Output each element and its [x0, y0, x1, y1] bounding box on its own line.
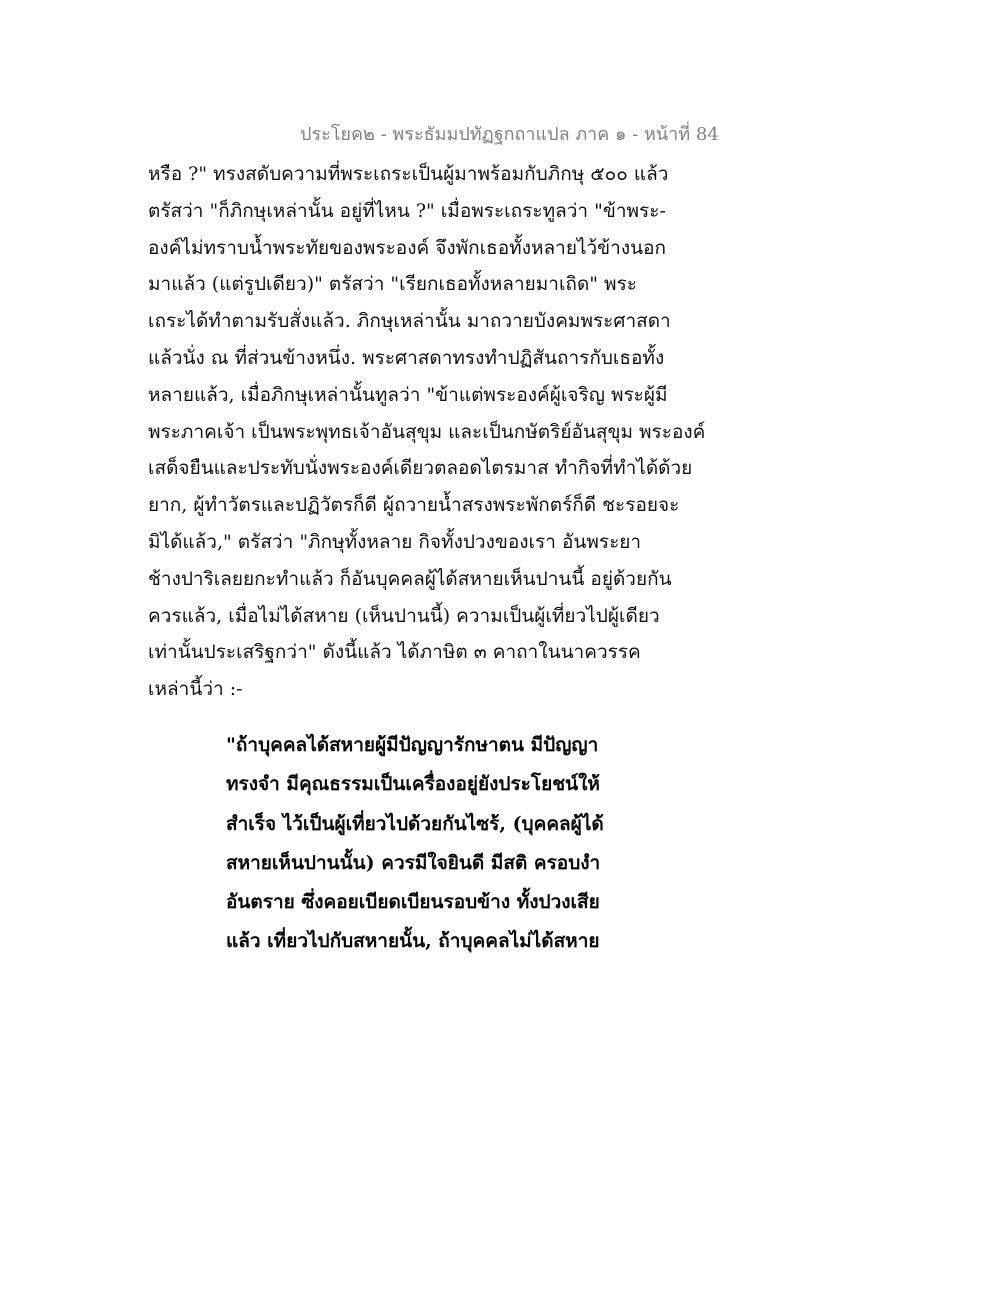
- verse-line: "ถ้าบุคคลได้สหายผู้มีปัญญารักษาตน มีปัญญา: [226, 734, 599, 756]
- body-line: ตรัสว่า "ก็ภิกษุเหล่านั้น อยู่ที่ไหน ?" เมื่อพระเถระทูลว่า "ข้าพระ-: [148, 199, 666, 222]
- body-line: มิได้แล้ว," ตรัสว่า "ภิกษุทั้งหลาย กิจทั้งปวงของเรา อันพระยา: [148, 530, 642, 553]
- body-line: ควรแล้ว, เมื่อไม่ได้สหาย (เห็นปานนี้) ความเป็นผู้เที่ยวไปผู้เดียว: [148, 604, 660, 627]
- running-header: ประโยค๒ - พระธัมมปทัฏฐกถาแปล ภาค ๑ - หน้าที่ 84: [300, 124, 719, 145]
- body-line: ยาก, ผู้ทำวัตรและปฏิวัตรก็ดี ผู้ถวายน้ำสรงพระพักตร์ก็ดี ชะรอยจะ: [148, 494, 680, 517]
- body-line: มาแล้ว (แต่รูปเดียว)" ตรัสว่า "เรียกเธอทั้งหลายมาเถิด" พระ: [148, 273, 637, 296]
- body-line: หรือ ?" ทรงสดับความที่พระเถระเป็นผู้มาพร้อมกับภิกษุ ๕๐๐ แล้ว: [148, 163, 669, 185]
- verse-line: อันตราย ซึ่งคอยเบียดเบียนรอบข้าง ทั้งปวงเสีย: [226, 891, 600, 914]
- verse-line: สหายเห็นปานนั้น) ควรมีใจยินดี มีสติ ครอบงำ: [226, 851, 601, 874]
- verse-block: [226, 726, 626, 962]
- body-line: หลายแล้ว, เมื่อภิกษุเหล่านั้นทูลว่า "ข้าแต่พระองค์ผู้เจริญ พระผู้มี: [148, 383, 668, 406]
- body-line: องค์ไม่ทราบน้ำพระทัยของพระองค์ จึงพักเธอทั้งหลายไว้ข้างนอก: [148, 236, 667, 259]
- body-line: แล้วนั่ง ณ ที่ส่วนข้างหนึ่ง. พระศาสดาทรงทำปฏิสันถารกับเธอทั้ง: [148, 346, 665, 369]
- body-line: เหล่านี้ว่า :-: [148, 678, 243, 701]
- body-line: เสด็จยืนและประทับนั่งพระองค์เดียวตลอดไตรมาส ทำกิจที่ทำได้ด้วย: [148, 457, 693, 480]
- body-paragraph: [148, 156, 718, 708]
- body-line: ช้างปาริเลยยกะทำแล้ว ก็อันบุคคลผู้ได้สหายเห็นปานนี้ อยู่ด้วยกัน: [148, 567, 672, 590]
- body-line: เท่านั้นประเสริฐกว่า" ดังนี้แล้ว ได้ภาษิต ๓ คาถาในนาควรรค: [148, 641, 641, 664]
- verse-line: ทรงจำ มีคุณธรรมเป็นเครื่องอยู่ยังประโยชน์ให้: [226, 773, 600, 796]
- body-line: พระภาคเจ้า เป็นพระพุทธเจ้าอันสุขุม และเป็นกษัตริย์อันสุขุม พระองค์: [148, 420, 706, 443]
- body-line: เถระได้ทำตามรับสั่งแล้ว. ภิกษุเหล่านั้น มาถวายบังคมพระศาสดา: [148, 310, 671, 333]
- verse-line: แล้ว เที่ยวไปกับสหายนั้น, ถ้าบุคคลไม่ได้สหาย: [226, 930, 600, 953]
- verse-line: สำเร็จ ไว้เป็นผู้เที่ยวไปด้วยกันไซร้, (บุคคลผู้ได้: [226, 812, 604, 835]
